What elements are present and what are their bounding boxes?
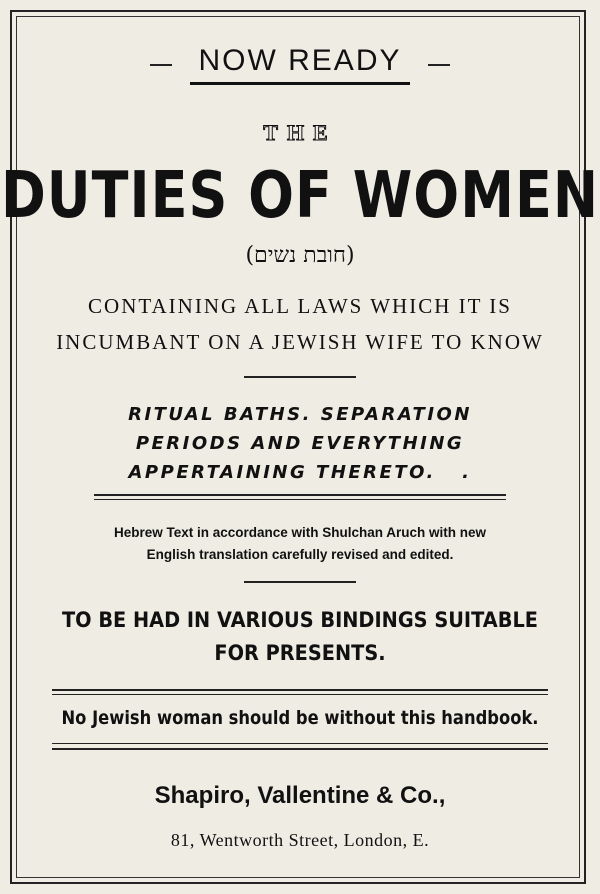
slogan: No Jewish woman should be without this handbook.	[61, 707, 539, 729]
divider-rule-1b	[94, 499, 506, 500]
now-ready-label	[190, 44, 409, 85]
divider-rule-2	[244, 581, 356, 583]
slogan-rule-top-b	[52, 694, 548, 695]
subtitle-line-2: INCUMBANT ON A JEWISH WIFE TO KNOW	[56, 330, 544, 354]
bindings-line-1: TO BE HAD IN VARIOUS BINDINGS SUITABLE	[61, 608, 538, 632]
publisher-address: 81, Wentworth Street, London, E.	[170, 830, 430, 850]
note-line-1: Hebrew Text in accordance with Shulchan Aruch with new	[113, 525, 487, 540]
subtitle-block	[0, 288, 600, 360]
slogan-rule-top	[52, 689, 548, 691]
slogan-rule-bottom	[52, 748, 548, 750]
now-ready-banner	[0, 44, 600, 92]
topics-line-1: RITUAL BATHS. SEPARATION	[128, 404, 472, 425]
slogan-rule-bottom-b	[52, 743, 548, 744]
subtitle-line-1: CONTAINING ALL LAWS WHICH IT IS	[88, 294, 512, 318]
divider-rule-1	[94, 494, 506, 496]
now-ready-text: NOW READY	[198, 44, 402, 77]
hebrew-title: (חובת נשים)	[245, 243, 355, 268]
bindings-line-2: FOR PRESENTS.	[214, 641, 386, 665]
page-title: DUTIES OF WOMEN	[0, 158, 600, 233]
publisher-name: Shapiro, Vallentine & Co.,	[154, 782, 446, 809]
topics-block	[0, 400, 600, 487]
right-dash	[428, 64, 450, 66]
bindings-block	[24, 604, 576, 670]
topics-line-3: APPERTAINING THERETO. .	[128, 462, 472, 483]
the-text: THE	[263, 120, 337, 145]
note-line-2: English translation carefully revised and edited.	[146, 547, 454, 562]
left-dash	[150, 64, 172, 66]
topics-line-2: PERIODS AND EVERYTHING	[135, 433, 465, 454]
divider-short	[244, 376, 356, 378]
translation-note	[0, 522, 600, 566]
the-label	[0, 120, 600, 146]
